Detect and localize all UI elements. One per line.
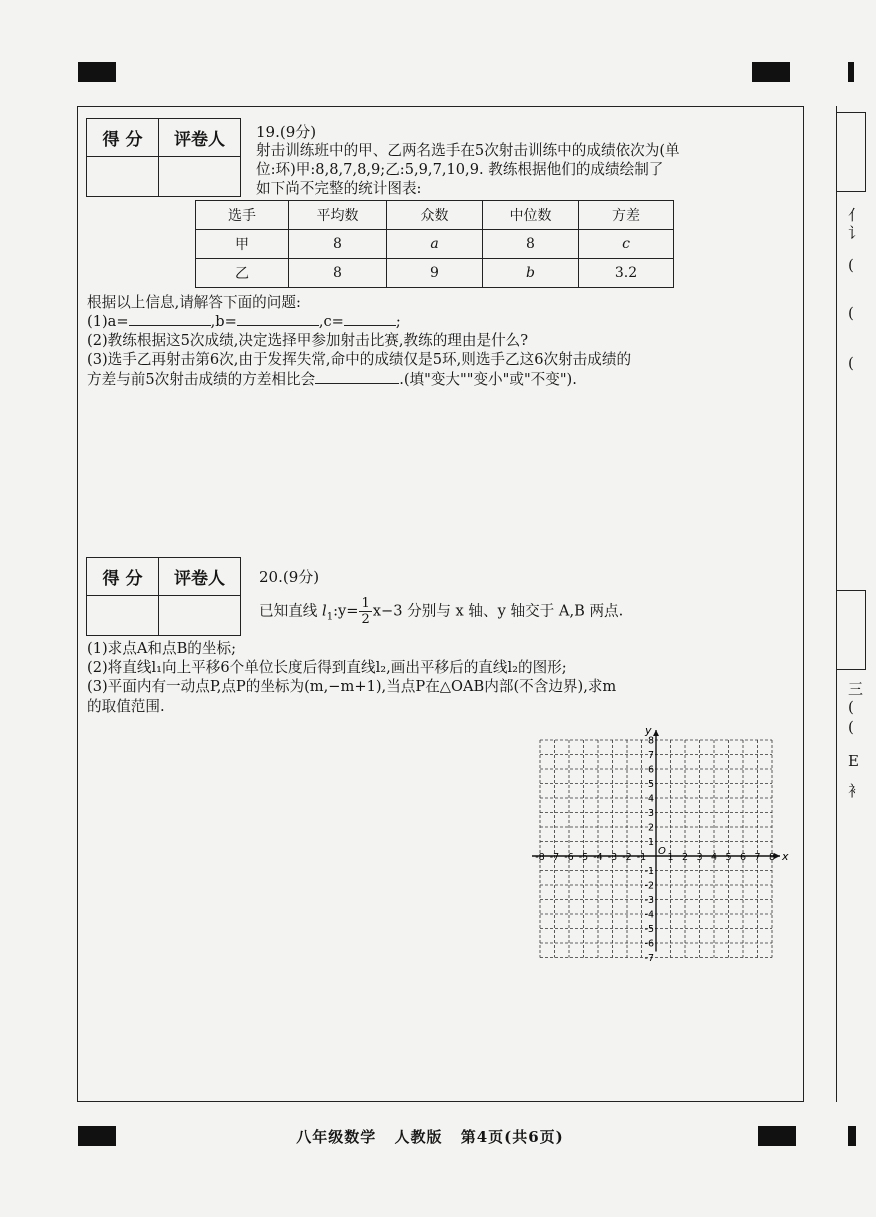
adjacent-text: 讠 [848,224,864,242]
x-tick-label: -1 [636,852,647,863]
q20-line-eq: :y= [333,602,359,620]
q20-score-box [86,557,241,636]
x-tick-label: 2 [681,852,689,863]
y-tick-label: 4 [647,793,654,805]
x-tick-label: -6 [564,852,574,863]
q19-intro-line: 如下尚不完整的统计图表: [256,180,422,197]
score-label: 得 分 [87,119,159,157]
adjacent-score-box [836,590,866,670]
adjacent-text: ( [848,354,854,372]
adjacent-text: ( [848,698,854,716]
q19-part3-line2 [87,370,577,389]
q20-line-equation [259,596,623,632]
y-tick-label: -7 [644,953,654,964]
y-tick-label: 6 [647,764,654,776]
q19-part1-b-label: ,b= [210,313,237,330]
y-tick-label: -1 [644,866,654,877]
q20-number: 20.(9分) [259,568,320,586]
x-tick-label: 4 [710,852,718,863]
q19-part1-c-label: ,c= [318,313,344,330]
table-header: 众数 [387,201,483,230]
table-cell: a [387,230,483,259]
x-tick-label: 8 [768,852,776,863]
table-cell: 8 [289,230,387,259]
y-tick-label: 7 [647,750,654,761]
table-cell: 9 [387,259,483,288]
q20-line-name: l [322,602,327,620]
table-cell: 3.2 [579,259,674,288]
adjacent-text: E [848,752,859,770]
fraction-numerator: 1 [361,596,370,611]
table-header: 选手 [196,201,289,230]
table-cell: b [483,259,579,288]
registration-mark [78,62,116,82]
table-cell: c [579,230,674,259]
footer-grade: 八年级数学 [296,1128,377,1146]
score-cell[interactable] [87,596,159,636]
adjacent-text: ( [848,718,854,736]
x-tick-label: 5 [725,852,732,863]
q20-part2: (2)将直线l₁向上平移6个单位长度后得到直线l₂,画出平移后的直线l₂的图形; [87,659,567,676]
q19-part1-a-label: (1)a= [87,313,129,330]
table-cell: 8 [289,259,387,288]
q20-line-rest: x−3 分别与 x 轴、y 轴交于 A,B 两点. [372,602,624,620]
q19-part3-text: 方差与前5次射击成绩的方差相比会 [87,371,316,388]
q19-stats-table [195,200,674,288]
coordinate-grid[interactable] [528,716,798,972]
table-header-row [196,201,674,230]
x-tick-label: -4 [593,852,603,863]
adjacent-text: ( [848,256,854,274]
y-tick-label: -5 [644,924,654,935]
table-cell: 甲 [196,230,289,259]
x-tick-label: -3 [607,852,618,863]
origin-label: O [658,846,666,857]
y-tick-label: -6 [644,938,654,950]
score-cell[interactable] [87,157,159,197]
x-tick-label: -8 [535,852,545,863]
q19-part1-end: ; [395,313,401,330]
answer-blank-a[interactable] [129,312,211,326]
grader-label: 评卷人 [159,558,241,596]
q19-part3-hint: .(填"变大""变小"或"不变"). [399,371,577,388]
table-row [196,259,674,288]
grader-cell[interactable] [159,157,241,197]
footer-edition: 人教版 [394,1128,443,1146]
score-label: 得 分 [87,558,159,596]
answer-blank-variance[interactable] [315,370,399,384]
table-header: 中位数 [483,201,579,230]
q20-line-subscript: 1 [326,611,334,623]
q20-part3-line1: (3)平面内有一动点P,点P的坐标为(m,−m+1),当点P在△OAB内部(不含边界),求m [87,678,617,695]
q20-part3-line2: 的取值范围. [87,698,165,715]
q19-score-box [86,118,241,197]
adjacent-text: ( [848,304,854,322]
q19-number: 19.(9分) [256,123,317,141]
q20-part1: (1)求点A和点B的坐标; [87,640,237,657]
grader-label: 评卷人 [159,119,241,157]
y-tick-label: -2 [644,880,654,892]
x-tick-label: 7 [754,852,761,863]
q19-part3-line1: (3)选手乙再射击第6次,由于发挥失常,命中的成绩仅是5环,则选手乙这6次射击成绩的 [87,351,632,368]
answer-blank-c[interactable] [344,312,396,326]
q19-part2: (2)教练根据这5次成绩,决定选择甲参加射击比赛,教练的理由是什么? [87,332,529,349]
y-tick-label: 8 [647,735,654,747]
y-axis-label: y [645,724,652,737]
table-row [196,230,674,259]
y-tick-label: 1 [647,837,654,848]
page-footer [0,1126,860,1147]
table-header: 平均数 [289,201,387,230]
x-tick-label: 1 [667,852,674,863]
table-cell: 8 [483,230,579,259]
q19-intro-line: 位:环)甲:8,8,7,8,9;乙:5,9,7,10,9. 教练根据他们的成绩绘制了 [256,161,664,178]
y-tick-label: 3 [647,808,654,819]
adjacent-text: 衤 [848,782,864,800]
footer-page: 第4页(共6页) [460,1128,564,1146]
q19-part1 [87,312,401,331]
q19-prompt: 根据以上信息,请解答下面的问题: [87,294,301,311]
q19-intro-line: 射击训练班中的甲、乙两名选手在5次射击训练中的成绩依次为(单 [256,142,680,159]
registration-mark [848,62,854,82]
x-tick-label: 3 [696,852,703,863]
fraction-denominator: 2 [361,612,370,627]
q20-line-text: 已知直线 [259,602,318,620]
adjacent-text: 三 [848,680,864,698]
x-tick-label: -5 [578,852,589,863]
y-tick-label: -3 [644,895,654,906]
y-tick-label: 5 [647,779,654,790]
fraction [359,596,371,627]
x-tick-label: -2 [622,852,632,863]
x-tick-label: -7 [549,852,560,863]
answer-blank-b[interactable] [237,312,319,326]
adjacent-score-box [836,112,866,192]
grader-cell[interactable] [159,596,241,636]
table-header: 方差 [579,201,674,230]
x-axis-label: x [782,850,789,863]
adjacent-text: 亻 [848,206,864,224]
y-tick-label: -4 [644,909,654,921]
registration-mark [752,62,790,82]
table-cell: 乙 [196,259,289,288]
y-tick-label: 2 [647,822,654,834]
x-tick-label: 6 [739,852,747,863]
